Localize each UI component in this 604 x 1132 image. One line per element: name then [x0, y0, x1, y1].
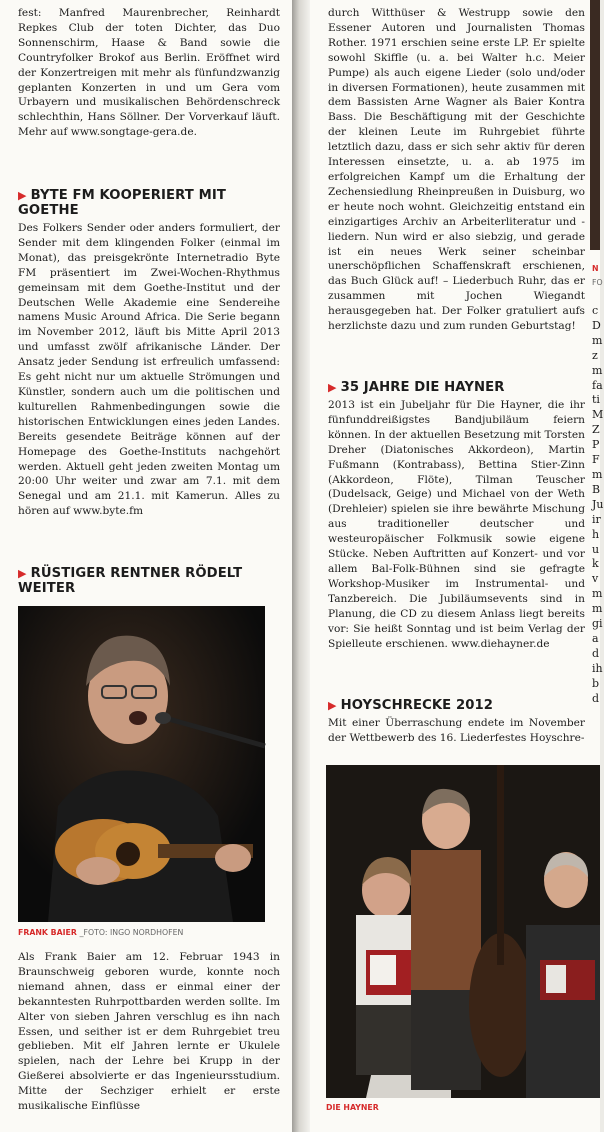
edge-letter: P — [592, 438, 600, 452]
caption-credit: _FOTO: INGO NORDHOFEN — [79, 928, 184, 937]
edge-letter: c — [592, 304, 599, 317]
byte-heading — [18, 188, 280, 218]
rentner-heading — [18, 566, 280, 596]
edge-caption-2: FO — [592, 278, 603, 287]
rentner-text: Als Frank Baier am 12. Februar 1943 in Braunschweig geboren wurde, konnte noch niemand ahnen, dass er einmal einer der bekanntesten Ruhrpottbarden werden sollte. Im Alter von sieben Jahren verschlug es ihn nach Essen, und seither ist er dem Ruhrgebiet treu geblieben. Mit elf Jahren lernte er Ukulele spielen, nach der Lehre bei Krupp in der Gießerei absolvierte er das Ingenieursstudium. Mitte der Sechziger erhielt er erste musikalische Einflüsse — [18, 951, 280, 1113]
caption-name: FRANK BAIER — [18, 928, 77, 937]
edge-letter: a — [592, 631, 599, 645]
edge-text-fragment — [592, 304, 604, 706]
edge-letter: z — [592, 348, 598, 362]
edge-letter: ti — [592, 393, 600, 407]
edge-letter: B — [592, 482, 601, 496]
die-hayner-caption — [326, 1103, 588, 1112]
caption-die-hayner: DIE HAYNER — [326, 1103, 379, 1112]
edge-letter: u — [592, 542, 600, 556]
triangle-bullet-icon: ▶ — [18, 567, 27, 580]
edge-letter: m — [592, 467, 603, 481]
hayner-heading — [328, 380, 585, 395]
triangle-bullet-icon: ▶ — [18, 189, 27, 202]
edge-letter: M — [592, 408, 604, 422]
hoyschrecke-article — [328, 698, 585, 746]
right-page — [310, 0, 604, 1132]
edge-letter: m — [592, 333, 603, 347]
edge-letter: ir — [592, 512, 601, 526]
rentner-article — [18, 566, 280, 599]
hoyschrecke-text: Mit einer Überraschung endete im November der Wettbewerb des 16. Liederfestes Hoyschre- — [328, 717, 585, 744]
edge-letter: gi — [592, 617, 603, 631]
edge-letter: h — [592, 527, 600, 541]
hoyschrecke-heading — [328, 698, 585, 713]
edge-letter: Z — [592, 423, 600, 437]
byte-article — [18, 188, 280, 519]
edge-letter: ih — [592, 661, 603, 675]
byte-heading-text: BYTE FM KOOPERIERT MIT GOETHE — [18, 188, 226, 218]
hayner-heading-text: 35 JAHRE DIE HAYNER — [340, 380, 505, 395]
edge-letter: b — [592, 676, 600, 690]
edge-letter: k — [592, 557, 599, 571]
hayner-text: 2013 ist ein Jubeljahr für Die Hayner, die ihr fünfunddreißigstes Bandjubiläum feiern können. In der aktuellen Besetzung mit Torsten Dreher (Diatonisches Akkordeon), Martin Fußmann (Kontrabass), Bettina Stier-Zinn (Akkordeon, Flöte), Tilman Teuscher (Dudelsack, Geige) und Michael von der Weth (Drehleier) spielen sie ihre bewährte Mischung aus traditioneller deutscher und westeuropäischer Folkmusik sowie eigene Stücke. Neben Auftritten auf Konzert- und vor allem Bal-Folk-Bühnen sind sie gefragte Workshop-Musiker im Instrumental- und Tanzbereich. Die Jubiläumsevents sind in Planung, die CD zu diesem Anlass liegt bereits vor: Sie heißt Sonntag und ist beim Verlag der Spielleute erschienen. www.diehayner.de — [328, 399, 585, 650]
frank-baier-photo — [18, 606, 265, 922]
edge-photo-fragment — [590, 0, 600, 250]
hayner-article — [328, 380, 585, 651]
edge-letter: d — [592, 691, 600, 705]
rentner-continued-text: durch Witthüser & Westrupp sowie den Essener Autoren und Journalisten Thomas Rother. 1971 erschien seine erste LP. Er spielte sowohl Skiffle (u. a. bei Walter h.c. Meier Pumpe) als auch eigene Lieder (solo und/oder in diversen Formationen), heute zusammen mit dem Bassisten Arne Wagner als Baier Kontra Bass. Die Beschäftigung mit der Geschichte der kleinen Leute im Ruhrgebiet führte letztlich dazu, dass er sich sehr aktiv für deren Interessen einsetzte, u. a. ab 1975 im erfolgreichen Kampf um die Erhaltung der Zechensiedlung Rheinpreußen in Duisburg, wo er heute noch wohnt. Gleichzeitig entstand ein einzigartiges Archiv an Arbeiterliteratur und -liedern. Nun wird er also siebzig, und gerade ist ein neues Werk seiner scheinbar unerschöpflichen Schaffenskraft erschienen, das Buch Glück auf! – Liederbuch Ruhr, das er zusammen mit Jochen Wiegandt herausgegeben hat. Der Folker gratuliert aufs herzlichste dazu und zum runden Geburtstag! — [328, 7, 585, 333]
edge-letter: d — [592, 646, 600, 660]
rentner-body — [18, 950, 280, 1114]
edge-caption — [592, 262, 603, 290]
die-hayner-photo — [326, 765, 600, 1098]
edge-caption-1: N — [592, 264, 599, 273]
rentner-continued — [328, 6, 585, 334]
edge-letter: m — [592, 587, 603, 601]
triangle-bullet-icon: ▶ — [328, 381, 337, 394]
triangle-bullet-icon: ▶ — [328, 699, 337, 712]
page-gutter — [292, 0, 310, 1132]
edge-letter: fa — [592, 378, 603, 392]
left-page — [0, 0, 292, 1132]
rentner-heading-text: RÜSTIGER RENTNER RÖDELT WEITER — [18, 566, 243, 596]
intro-column — [18, 6, 280, 140]
intro-text: fest: Manfred Maurenbrecher, Reinhardt Repkes Club der toten Dichter, das Duo Sonnenschirm, Haase & Band sowie die Countryfolker Brokof aus Berlin. Eröffnet wird der Konzertreigen mit mehr als fünfundzwanzig geplanten Konzerten in und um Gera vom Urbayern und musikalischen Behördenschreck schlechthin, Hans Söllner. Der Vorverkauf läuft. Mehr auf www.songtage-gera.de. — [18, 7, 280, 139]
edge-letter: Ju — [592, 497, 604, 511]
frank-baier-caption — [18, 928, 280, 937]
edge-letter: v — [592, 572, 599, 586]
edge-letter: D — [592, 318, 601, 332]
hoyschrecke-heading-text: HOYSCHRECKE 2012 — [340, 698, 494, 713]
edge-letter: m — [592, 363, 603, 377]
edge-letter: m — [592, 602, 603, 616]
byte-text: Des Folkers Sender oder anders formuliert, der Sender mit dem klingenden Folker (einmal im Monat), das preisgekrönte Internetradio Byte FM präsentiert im Zwei-Wochen-Rhythmus gemeinsam mit dem Goethe-Institut und der Deutschen Welle Akademie eine Sendereihe namens Music Around Africa. Die Serie begann im November 2012, läuft bis Mitte April 2013 und umfasst zwölf afrikanische Länder. Der Ansatz jeder Sendung ist erfreulich umfassend: Es geht nicht nur um aktuelle Strömungen und Künstler, sondern auch um die politischen und kulturellen Rahmenbedingungen sowie die historischen Entwicklungen eines jeden Landes. Bereits gesendete Beiträge können auf der Homepage des Goethe-Instituts nachgehört werden. Aktuell geht jeden zweiten Montag um 20:00 Uhr weiter und zwar am 7.1. mit dem Senegal und am 21.1. mit Kamerun. Alles zu hören auf www.byte.fm — [18, 222, 280, 518]
edge-letter: F — [592, 453, 600, 467]
